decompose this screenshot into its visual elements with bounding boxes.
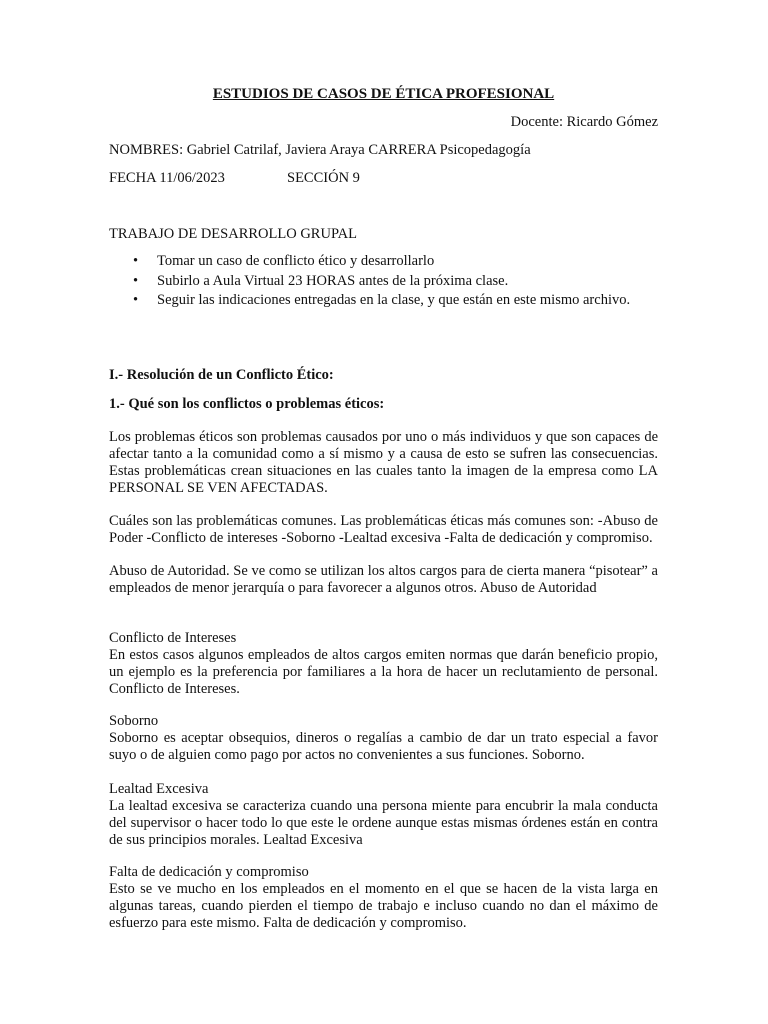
- question-heading: 1.- Qué son los conflictos o problemas éticos:: [109, 396, 385, 412]
- trabajo-heading: TRABAJO DE DESARROLLO GRUPAL: [109, 226, 358, 242]
- instructions-list: [109, 252, 658, 311]
- docente-line: Docente: Ricardo Gómez: [510, 114, 658, 130]
- bullet-icon: •: [133, 292, 139, 308]
- conflicto-paragraph: En estos casos algunos empleados de altos cargos emiten normas que darán beneficio propio, un ejemplo es la preferencia por familiares a la hora de hacer un reclutamiento de personal. Conflicto de Intereses.: [109, 647, 658, 697]
- intro-paragraph: Los problemas éticos son problemas causados por uno o más individuos y que son capaces de afectar tanto a la comunidad como a sí mismo y a causa de esto se sufren las consecuencias. Estas problemáticas crean situaciones en las cuales tanto la imagen de la empresa como LA PERSONAL SE VEN AFECTADAS.: [109, 429, 658, 496]
- list-item: • Tomar un caso de conflicto ético y desarrollarlo: [109, 252, 658, 272]
- document-title: ESTUDIOS DE CASOS DE ÉTICA PROFESIONAL: [212, 86, 555, 102]
- conflicto-heading: Conflicto de Intereses: [109, 630, 237, 646]
- common-paragraph: Cuáles son las problemáticas comunes. Las problemáticas éticas más comunes son: -Abuso de Poder -Conflicto de intereses -Soborno -Lealtad excesiva -Falta de dedicación y compromiso.: [109, 513, 658, 546]
- list-item: • Seguir las indicaciones entregadas en la clase, y que están en este mismo archivo.: [109, 291, 658, 311]
- abuso-paragraph: Abuso de Autoridad. Se ve como se utilizan los altos cargos para de cierta manera “pisotear” a empleados de menor jerarquía o para favorecer a algunos otros. Abuso de Autoridad: [109, 563, 658, 596]
- bullet-icon: •: [133, 253, 139, 269]
- seccion-line: SECCIÓN 9: [287, 170, 360, 186]
- section-heading: I.- Resolución de un Conflicto Ético:: [109, 367, 334, 383]
- list-item: • Subirlo a Aula Virtual 23 HORAS antes de la próxima clase.: [109, 272, 658, 292]
- falta-paragraph: Esto se ve mucho en los empleados en el momento en el que se hacen de la vista larga en algunas tareas, cuando pierden el tiempo de trabajo e incluso cuando no dan el máximo de esfuerzo para este mismo. Falta de dedicación y compromiso.: [109, 881, 658, 931]
- soborno-paragraph: Soborno es aceptar obsequios, dineros o regalías a cambio de dar un trato especial a favor suyo o de alguien como pago por actos no convenientes a sus funciones. Soborno.: [109, 730, 658, 763]
- bullet-icon: •: [133, 272, 139, 289]
- nombres-line: NOMBRES: Gabriel Catrilaf, Javiera Araya CARRERA Psicopedagogía: [109, 142, 531, 158]
- fecha-line: FECHA 11/06/2023: [109, 170, 225, 186]
- soborno-heading: Soborno: [109, 713, 159, 729]
- lealtad-paragraph: La lealtad excesiva se caracteriza cuando una persona miente para encubrir la mala conducta del supervisor o hacer todo lo que este le ordene aunque estas mismas órdenes están en contra de sus principios morales. Lealtad Excesiva: [109, 798, 658, 848]
- falta-heading: Falta de dedicación y compromiso: [109, 864, 309, 880]
- lealtad-heading: Lealtad Excesiva: [109, 781, 209, 797]
